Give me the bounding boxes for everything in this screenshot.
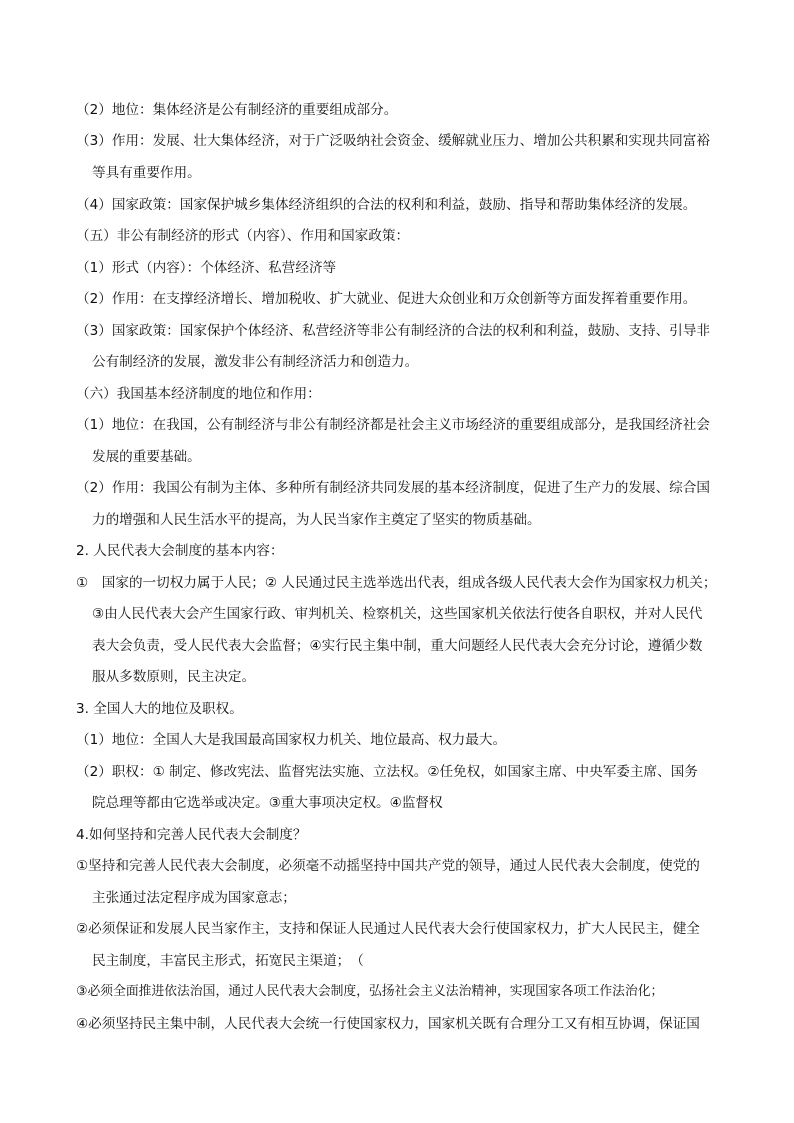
text-line: 院总理等都由它选举或决定。③重大事项决定权。④监督权 [92, 795, 443, 811]
text-line: 服从多数原则，民主决定。 [92, 669, 256, 685]
text-line: ③由人民代表大会产生国家行政、审判机关、检察机关，这些国家机关依法行使各自职权，并对人民代 [92, 606, 703, 622]
text-line: （1）地位：在我国，公有制经济与非公有制经济都是社会主义市场经济的重要组成部分，是我国经济社会 [76, 417, 710, 433]
text-line: 公有制经济的发展，激发非公有制经济活力和创造力。 [92, 354, 419, 370]
section-heading: 2. 人民代表大会制度的基本内容： [76, 543, 284, 559]
text-line: （4）国家政策：国家保护城乡集体经济组织的合法的权利和利益，鼓励、指导和帮助集体经济的发展。 [76, 197, 697, 213]
section-heading: （六）我国基本经济制度的地位和作用： [76, 386, 321, 402]
text-line: 主张通过法定程序成为国家意志； [92, 890, 296, 906]
section-heading: 4.如何坚持和完善人民代表大会制度？ [76, 827, 307, 843]
text-line: 等具有重要作用。 [92, 165, 201, 181]
text-line: 力的增强和人民生活水平的提高，为人民当家作主奠定了坚实的物质基础。 [92, 512, 541, 528]
text-line: （1）形式（内容）：个体经济、私营经济等 [76, 260, 337, 276]
text-line: ①坚持和完善人民代表大会制度，必须毫不动摇坚持中国共产党的领导，通过人民代表大会制度，使党的 [76, 858, 700, 874]
text-line: （3）国家政策：国家保护个体经济、私营经济等非公有制经济的合法的权利和利益，鼓励、支持、引导非 [76, 323, 710, 339]
text-line: （3）作用：发展、壮大集体经济，对于广泛吸纳社会资金、缓解就业压力、增加公共积累和实现共同富裕 [76, 133, 710, 149]
text-line: ②必须保证和发展人民当家作主，支持和保证人民通过人民代表大会行使国家权力，扩大人民民主，健全 [76, 921, 700, 937]
text-line: 表大会负责，受人民代表大会监督；④实行民主集中制，重大问题经人民代表大会充分讨论，遵循少数 [92, 638, 703, 654]
text-line: 民主制度，丰富民主形式，拓宽民主渠道； （ [92, 953, 364, 969]
text-line: （2）作用：我国公有制为主体、多种所有制经济共同发展的基本经济制度，促进了生产力的发展、综合国 [76, 480, 710, 496]
text-line: （2）职权：① 制定、修改宪法、监督宪法实施、立法权。②任免权，如国家主席、中央军委主席、国务 [76, 764, 698, 780]
text-line: （2）作用：在支撑经济增长、增加税收、扩大就业、促进大众创业和万众创新等方面发挥着重要作用。 [76, 291, 697, 307]
text-line: 发展的重要基础。 [92, 449, 201, 465]
text-line: ① 国家的一切权力属于人民；② 人民通过民主选举选出代表，组成各级人民代表大会作为国家权力机关； [76, 575, 717, 591]
section-heading: 3. 全国人大的地位及职权。 [76, 701, 243, 717]
text-line: ④必须坚持民主集中制，人民代表大会统一行使国家权力，国家机关既有合理分工又有相互协调，保证国 [76, 1016, 700, 1032]
section-heading: （五）非公有制经济的形式（内容）、作用和国家政策： [76, 228, 410, 244]
text-line: （1）地位：全国人大是我国最高国家权力机关、地位最高、权力最大。 [76, 732, 507, 748]
text-line: ③必须全面推进依法治国，通过人民代表大会制度，弘扬社会主义法治精神，实现国家各项工作法治化； [76, 984, 664, 999]
text-line: （2）地位：集体经济是公有制经济的重要组成部分。 [76, 102, 398, 118]
